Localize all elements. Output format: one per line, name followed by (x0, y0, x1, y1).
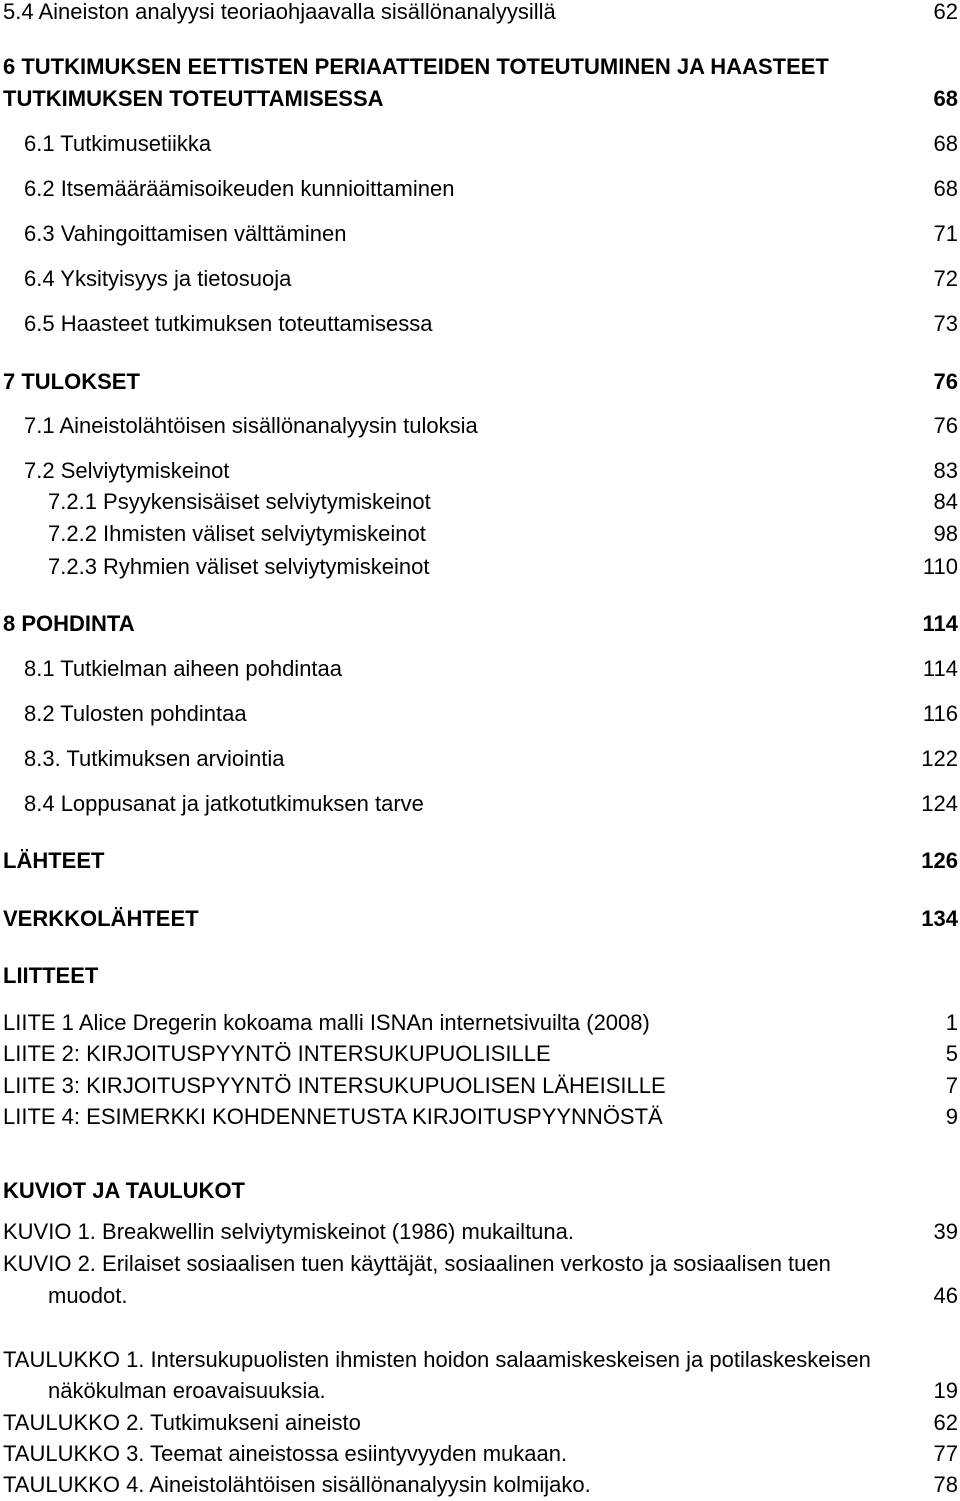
toc-entry[interactable] (0, 1008, 960, 1038)
toc-entry[interactable] (0, 1345, 960, 1375)
toc-entry[interactable] (0, 264, 960, 294)
toc-entry-title: 7.2 Selviytymiskeinot (24, 458, 230, 483)
toc-entry[interactable] (0, 411, 960, 441)
toc-entry-title: LÄHTEET (3, 848, 105, 873)
toc-entry-page: 68 (933, 86, 958, 111)
toc-entry-page: 134 (921, 906, 958, 931)
toc-entry-page: 62 (933, 1410, 958, 1435)
toc-entry-title: KUVIO 1. Breakwellin selviytymiskeinot (1986) mukailtuna. (3, 1219, 575, 1244)
toc-entry-title: KUVIO 2. Erilaiset sosiaalisen tuen käyttäjät, sosiaalinen verkosto ja sosiaalisen tuen (3, 1251, 831, 1276)
toc-entry-page: 98 (933, 521, 958, 546)
toc-entry-title: näkökulman eroavaisuuksia. (48, 1378, 326, 1403)
toc-entry-page: 110 (922, 554, 958, 579)
toc-entry-page: 19 (933, 1378, 958, 1403)
toc-entry[interactable] (0, 1408, 960, 1438)
toc-entry-title: 5.4 Aineiston analyysi teoriaohjaavalla sisällönanalyysillä (3, 0, 556, 24)
toc-entry-title: 6.4 Yksityisyys ja tietosuoja (24, 266, 292, 291)
toc-entry[interactable] (0, 699, 960, 729)
toc-entry-title: 7 TULOKSET (3, 369, 140, 394)
toc-entry-page: 7 (945, 1073, 958, 1098)
toc-entry-title: LIITE 4: ESIMERKKI KOHDENNETUSTA KIRJOITUSPYYNNÖSTÄ (3, 1104, 663, 1129)
toc-entry-title: TAULUKKO 4. Aineistolähtöisen sisällönanalyysin kolmijako. (3, 1472, 591, 1497)
toc-entry[interactable] (0, 1470, 960, 1500)
toc-entry-title: 6 TUTKIMUKSEN EETTISTEN PERIAATTEIDEN TOTEUTUMINEN JA HAASTEET (3, 54, 829, 79)
toc-entry-page: 78 (933, 1472, 958, 1497)
toc-chapter[interactable] (0, 904, 960, 934)
toc-entry[interactable] (0, 552, 960, 582)
toc-entry-title: 6.3 Vahingoittamisen välttäminen (24, 221, 347, 246)
toc-chapter[interactable] (0, 52, 960, 82)
toc-entry-title: TAULUKKO 1. Intersukupuolisten ihmisten hoidon salaamiskeskeisen ja potilaskeskeisen (3, 1347, 871, 1372)
toc-entry-page: 62 (933, 0, 958, 24)
toc-entry-page: 39 (933, 1219, 958, 1244)
toc-entry-page: 114 (922, 656, 958, 681)
toc-entry-page: 68 (933, 131, 958, 156)
toc-entry-page: 73 (933, 311, 958, 336)
toc-entry[interactable] (0, 1071, 960, 1101)
toc-entry-title: LIITTEET (3, 963, 99, 988)
toc-section-heading (0, 961, 960, 991)
toc-entry[interactable] (0, 219, 960, 249)
toc-entry-page: 72 (933, 266, 958, 291)
toc-entry-title: LIITE 1 Alice Dregerin kokoama malli ISNAn internetsivuilta (2008) (3, 1010, 650, 1035)
toc-entry[interactable] (0, 1439, 960, 1469)
toc-entry-title: 6.2 Itsemääräämisoikeuden kunnioittaminen (24, 176, 455, 201)
toc-entry-page: 46 (933, 1283, 958, 1308)
toc-chapter[interactable] (0, 609, 960, 639)
toc-entry-page: 76 (933, 413, 958, 438)
toc-entry[interactable] (0, 1249, 960, 1279)
toc-entry-title: 6.5 Haasteet tutkimuksen toteuttamisessa (24, 311, 433, 336)
toc-entry-page: 5 (945, 1041, 958, 1066)
toc-entry[interactable] (0, 456, 960, 486)
toc-entry-page: 84 (933, 489, 958, 514)
toc-entry[interactable] (0, 1039, 960, 1069)
toc-entry-title: TAULUKKO 2. Tutkimukseni aineisto (3, 1410, 361, 1435)
toc-entry[interactable] (0, 309, 960, 339)
toc-entry-title: 8.4 Loppusanat ja jatkotutkimuksen tarve (24, 791, 424, 816)
toc-entry[interactable] (0, 1217, 960, 1247)
toc-chapter[interactable] (0, 84, 960, 114)
toc-entry-title: TAULUKKO 3. Teemat aineistossa esiintyvyyden mukaan. (3, 1441, 568, 1466)
toc-entry-title: 8 POHDINTA (3, 611, 135, 636)
toc-entry[interactable] (0, 0, 960, 27)
toc-entry-page: 9 (945, 1104, 958, 1129)
toc-entry[interactable] (0, 487, 960, 517)
toc-entry-title: 7.2.3 Ryhmien väliset selviytymiskeinot (48, 554, 430, 579)
toc-entry-page: 1 (945, 1010, 958, 1035)
toc-entry[interactable] (0, 519, 960, 549)
toc-entry-page: 126 (921, 848, 958, 873)
toc-entry[interactable] (0, 654, 960, 684)
toc-entry-page: 122 (921, 746, 958, 771)
toc-entry-title: 6.1 Tutkimusetiikka (24, 131, 212, 156)
toc-entry[interactable] (0, 789, 960, 819)
toc-section-heading (0, 1176, 960, 1206)
toc-entry[interactable] (0, 744, 960, 774)
toc-entry[interactable] (0, 174, 960, 204)
toc-entry-title: 7.2.1 Psyykensisäiset selviytymiskeinot (48, 489, 431, 514)
toc-entry-title: 7.1 Aineistolähtöisen sisällönanalyysin tuloksia (24, 413, 478, 438)
toc-entry-title: 8.1 Tutkielman aiheen pohdintaa (24, 656, 343, 681)
toc-entry-title: VERKKOLÄHTEET (3, 906, 199, 931)
toc-entry[interactable] (0, 1376, 960, 1406)
toc-entry[interactable] (0, 1281, 960, 1311)
toc-entry-page: 76 (933, 369, 958, 394)
toc-entry-page: 116 (922, 701, 958, 726)
toc-entry-page: 114 (922, 611, 958, 636)
toc-entry-page: 77 (933, 1441, 958, 1466)
toc-entry-page: 71 (933, 221, 958, 246)
toc-entry-title: 8.2 Tulosten pohdintaa (24, 701, 247, 726)
toc-entry-title: 7.2.2 Ihmisten väliset selviytymiskeinot (48, 521, 426, 546)
toc-entry-title: TUTKIMUKSEN TOTEUTTAMISESSA (3, 86, 384, 111)
toc-entry-title: LIITE 3: KIRJOITUSPYYNTÖ INTERSUKUPUOLISEN LÄHEISILLE (3, 1073, 666, 1098)
toc-entry-title: KUVIOT JA TAULUKOT (3, 1178, 245, 1203)
toc-entry[interactable] (0, 1102, 960, 1132)
toc-entry-page: 124 (921, 791, 958, 816)
toc-chapter[interactable] (0, 846, 960, 876)
toc-entry[interactable] (0, 129, 960, 159)
toc-chapter[interactable] (0, 367, 960, 397)
toc-entry-title: LIITE 2: KIRJOITUSPYYNTÖ INTERSUKUPUOLISILLE (3, 1041, 551, 1066)
toc-entry-page: 83 (933, 458, 958, 483)
toc-entry-page: 68 (933, 176, 958, 201)
toc-entry-title: muodot. (48, 1283, 128, 1308)
toc-entry-title: 8.3. Tutkimuksen arviointia (24, 746, 285, 771)
